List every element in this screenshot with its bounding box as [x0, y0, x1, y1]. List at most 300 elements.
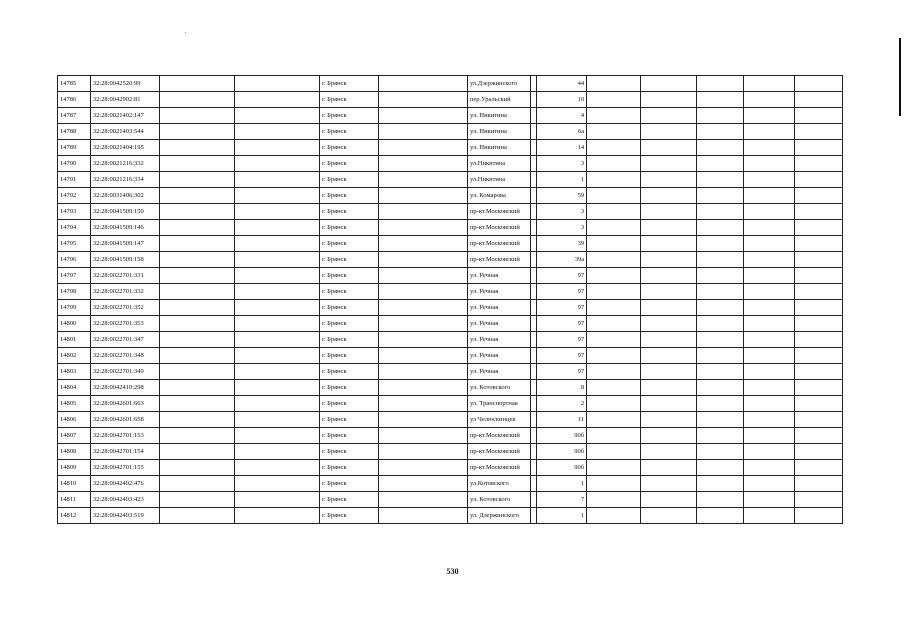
table-row [58, 188, 843, 204]
cell-house-number: 97 [536, 300, 586, 316]
cell-empty [378, 236, 467, 252]
cell-street: ул. Никитина [467, 124, 530, 140]
scan-edge-mark [899, 38, 901, 116]
cell-empty [640, 284, 697, 300]
cell-record-number: 14802 [58, 348, 91, 364]
cell-empty [234, 188, 319, 204]
cell-street: ул. Комарова [467, 188, 530, 204]
cell-empty [640, 332, 697, 348]
table-row [58, 76, 843, 92]
cell-record-number: 14805 [58, 396, 91, 412]
cell-empty [640, 460, 697, 476]
cell-record-number: 14807 [58, 428, 91, 444]
cell-empty [794, 492, 842, 508]
cell-street: ул Челюскинцев [467, 412, 530, 428]
cell-house-number: 97 [536, 316, 586, 332]
cell-empty [744, 172, 794, 188]
cell-empty [234, 220, 319, 236]
cell-record-number: 14786 [58, 92, 91, 108]
cell-empty [794, 460, 842, 476]
cell-city: г. Брянск [319, 252, 378, 268]
cell-empty [794, 76, 842, 92]
cell-empty [794, 444, 842, 460]
cell-cadastral-number: 32:28:0042701:155 [90, 460, 159, 476]
cell-empty [234, 316, 319, 332]
cell-empty [697, 252, 744, 268]
cell-empty [794, 316, 842, 332]
cell-house-number: 39а [536, 252, 586, 268]
cell-empty [640, 220, 697, 236]
cell-empty [378, 220, 467, 236]
cell-city: г. Брянск [319, 316, 378, 332]
cell-empty [234, 508, 319, 524]
cell-empty [234, 444, 319, 460]
cell-empty [744, 108, 794, 124]
table-row [58, 92, 843, 108]
cell-city: г. Брянск [319, 156, 378, 172]
cell-empty [378, 396, 467, 412]
cell-cadastral-number: 32:28:0042601:658 [90, 412, 159, 428]
cell-empty [794, 284, 842, 300]
cell-empty [159, 396, 234, 412]
cell-empty [159, 204, 234, 220]
cell-empty [640, 108, 697, 124]
cell-empty [378, 124, 467, 140]
cell-empty [234, 460, 319, 476]
cell-empty [159, 316, 234, 332]
cell-empty [697, 412, 744, 428]
cell-cadastral-number: 32:28:0042520:99 [90, 76, 159, 92]
cell-empty [697, 428, 744, 444]
cell-record-number: 14800 [58, 316, 91, 332]
cell-empty [744, 220, 794, 236]
cell-empty [378, 412, 467, 428]
cell-record-number: 14808 [58, 444, 91, 460]
cell-empty [794, 108, 842, 124]
table-row [58, 316, 843, 332]
cell-empty [640, 236, 697, 252]
cell-empty [697, 204, 744, 220]
cell-empty [234, 348, 319, 364]
cell-city: г. Брянск [319, 348, 378, 364]
table-row [58, 444, 843, 460]
cell-house-number: 3 [536, 204, 586, 220]
cell-empty [794, 268, 842, 284]
cell-empty [744, 124, 794, 140]
table-row [58, 492, 843, 508]
table-row [58, 156, 843, 172]
cell-house-number: 97 [536, 284, 586, 300]
cell-empty [159, 300, 234, 316]
cell-city: г. Брянск [319, 476, 378, 492]
cell-empty [697, 396, 744, 412]
cell-empty [587, 332, 640, 348]
cell-street: пер.Уральский [467, 92, 530, 108]
cell-street: ул. Транспортная [467, 396, 530, 412]
cell-empty [640, 300, 697, 316]
cell-cadastral-number: 32:28:0042701:153 [90, 428, 159, 444]
table-row [58, 380, 843, 396]
cell-cadastral-number: 32:28:0022701:348 [90, 348, 159, 364]
cell-cadastral-number: 32:28:0022701:347 [90, 332, 159, 348]
cell-empty [697, 124, 744, 140]
cell-empty [744, 76, 794, 92]
cell-empty [378, 76, 467, 92]
cell-empty [587, 396, 640, 412]
cell-street: ул. Речная [467, 348, 530, 364]
cell-empty [234, 492, 319, 508]
cell-empty [697, 236, 744, 252]
cell-empty [640, 444, 697, 460]
cell-empty [378, 348, 467, 364]
cell-empty [159, 268, 234, 284]
table-row [58, 460, 843, 476]
cell-empty [697, 156, 744, 172]
cell-empty [744, 380, 794, 396]
cell-cadastral-number: 32:28:0031406:302 [90, 188, 159, 204]
cell-empty [378, 140, 467, 156]
cell-empty [159, 364, 234, 380]
cell-cadastral-number: 32:28:0021402:147 [90, 108, 159, 124]
cell-empty [234, 428, 319, 444]
cell-empty [378, 204, 467, 220]
cell-cadastral-number: 32:28:0021216:332 [90, 156, 159, 172]
cell-empty [378, 188, 467, 204]
cell-house-number: 97 [536, 348, 586, 364]
cell-empty [159, 124, 234, 140]
cell-empty [794, 124, 842, 140]
cell-empty [697, 268, 744, 284]
cell-empty [744, 140, 794, 156]
cell-empty [794, 92, 842, 108]
cell-empty [794, 380, 842, 396]
cell-empty [794, 252, 842, 268]
cell-city: г. Брянск [319, 124, 378, 140]
table-row [58, 428, 843, 444]
cell-empty [378, 460, 467, 476]
cell-house-number: 90б [536, 428, 586, 444]
cell-street: ул.Котовского [467, 476, 530, 492]
cell-record-number: 14797 [58, 268, 91, 284]
cell-cadastral-number: 32:28:0021403:544 [90, 124, 159, 140]
cell-empty [159, 252, 234, 268]
cell-empty [234, 156, 319, 172]
cell-empty [378, 380, 467, 396]
cell-house-number: 8 [536, 380, 586, 396]
cell-empty [234, 108, 319, 124]
table-row [58, 204, 843, 220]
cell-empty [378, 284, 467, 300]
cell-empty [234, 124, 319, 140]
cell-empty [587, 300, 640, 316]
cell-empty [794, 236, 842, 252]
cell-empty [234, 300, 319, 316]
cell-empty [794, 188, 842, 204]
table-row [58, 268, 843, 284]
cell-street: ул. Котовского [467, 492, 530, 508]
cell-empty [794, 476, 842, 492]
cell-record-number: 14795 [58, 236, 91, 252]
cell-empty [159, 348, 234, 364]
cell-empty [744, 268, 794, 284]
cell-empty [697, 444, 744, 460]
cell-empty [587, 124, 640, 140]
cell-empty [640, 188, 697, 204]
cell-house-number: 97 [536, 332, 586, 348]
cell-empty [587, 156, 640, 172]
cell-city: г. Брянск [319, 380, 378, 396]
cell-empty [587, 476, 640, 492]
cell-record-number: 14801 [58, 332, 91, 348]
table-row [58, 476, 843, 492]
cell-cadastral-number: 32:28:0021216:334 [90, 172, 159, 188]
cell-city: г. Брянск [319, 204, 378, 220]
cell-empty [159, 236, 234, 252]
cell-empty [587, 236, 640, 252]
cell-house-number: 10 [536, 92, 586, 108]
cell-cadastral-number: 32:28:0042403:423 [90, 492, 159, 508]
cell-city: г. Брянск [319, 396, 378, 412]
table-row [58, 396, 843, 412]
cell-street: ул. Речная [467, 268, 530, 284]
cell-empty [587, 108, 640, 124]
cell-empty [587, 188, 640, 204]
cell-street: пр-кт.Московский [467, 252, 530, 268]
cell-empty [378, 364, 467, 380]
cell-empty [697, 364, 744, 380]
cell-empty [640, 364, 697, 380]
cell-empty [378, 316, 467, 332]
cell-empty [744, 316, 794, 332]
cell-empty [587, 412, 640, 428]
cell-empty [378, 332, 467, 348]
cell-empty [234, 268, 319, 284]
cell-empty [159, 140, 234, 156]
cell-empty [234, 380, 319, 396]
cell-empty [697, 492, 744, 508]
cell-empty [159, 332, 234, 348]
cell-street: пр-кт.Московский [467, 428, 530, 444]
cell-city: г. Брянск [319, 188, 378, 204]
cell-empty [744, 508, 794, 524]
cell-record-number: 14796 [58, 252, 91, 268]
cell-empty [234, 396, 319, 412]
cell-empty [697, 92, 744, 108]
cell-street: ул. Речная [467, 316, 530, 332]
cell-record-number: 14792 [58, 188, 91, 204]
cell-empty [587, 380, 640, 396]
cell-empty [159, 284, 234, 300]
page-number: 530 [446, 567, 459, 576]
cell-street: пр-кт.Московский [467, 220, 530, 236]
cell-cadastral-number: 32:28:0041509:158 [90, 252, 159, 268]
cell-empty [234, 252, 319, 268]
cell-empty [587, 92, 640, 108]
cell-house-number: 97 [536, 364, 586, 380]
cell-empty [159, 460, 234, 476]
cell-empty [640, 348, 697, 364]
cell-empty [378, 508, 467, 524]
table-row [58, 364, 843, 380]
cell-empty [640, 252, 697, 268]
cell-empty [159, 220, 234, 236]
cell-empty [794, 156, 842, 172]
cell-house-number: 90б [536, 444, 586, 460]
cell-empty [640, 204, 697, 220]
cell-empty [744, 236, 794, 252]
cell-empty [794, 348, 842, 364]
cell-city: г. Брянск [319, 412, 378, 428]
cell-empty [697, 316, 744, 332]
cell-empty [234, 476, 319, 492]
cell-cadastral-number: 32:28:0021404:195 [90, 140, 159, 156]
cell-record-number: 14787 [58, 108, 91, 124]
cell-empty [587, 140, 640, 156]
cell-empty [587, 284, 640, 300]
cell-house-number: 6а [536, 124, 586, 140]
cell-empty [587, 508, 640, 524]
cell-empty [587, 428, 640, 444]
cell-cadastral-number: 32:28:0022701:353 [90, 316, 159, 332]
table-row [58, 140, 843, 156]
cell-empty [159, 76, 234, 92]
cell-city: г. Брянск [319, 460, 378, 476]
cell-record-number: 14790 [58, 156, 91, 172]
cell-empty [378, 108, 467, 124]
cell-empty [640, 412, 697, 428]
cell-cadastral-number: 32:28:0042601:663 [90, 396, 159, 412]
cell-street: ул. Речная [467, 284, 530, 300]
cell-cadastral-number: 32:28:0022701:349 [90, 364, 159, 380]
cell-empty [697, 332, 744, 348]
cell-empty [378, 444, 467, 460]
cell-empty [794, 300, 842, 316]
cell-empty [159, 444, 234, 460]
cell-cadastral-number: 32:28:0042402:476 [90, 476, 159, 492]
cell-house-number: 44 [536, 76, 586, 92]
cell-empty [234, 172, 319, 188]
cell-empty [697, 300, 744, 316]
cell-empty [744, 460, 794, 476]
cell-empty [794, 220, 842, 236]
table-row [58, 108, 843, 124]
cell-empty [234, 236, 319, 252]
cell-empty [234, 76, 319, 92]
cell-empty [697, 140, 744, 156]
cell-cadastral-number: 32:28:0041509:146 [90, 220, 159, 236]
table-row [58, 172, 843, 188]
cell-empty [159, 428, 234, 444]
cell-city: г. Брянск [319, 220, 378, 236]
cell-empty [794, 428, 842, 444]
cell-street: ул. Никитина [467, 140, 530, 156]
cell-empty [587, 252, 640, 268]
cell-empty [378, 268, 467, 284]
cell-empty [640, 124, 697, 140]
cell-record-number: 14793 [58, 204, 91, 220]
cell-house-number: 1 [536, 172, 586, 188]
cell-empty [378, 92, 467, 108]
cell-empty [640, 492, 697, 508]
table-row [58, 220, 843, 236]
cell-empty [234, 92, 319, 108]
cell-empty [159, 108, 234, 124]
table-row [58, 124, 843, 140]
cell-empty [159, 412, 234, 428]
cell-empty [640, 508, 697, 524]
cell-empty [159, 156, 234, 172]
cell-empty [378, 492, 467, 508]
cell-empty [587, 316, 640, 332]
cell-empty [794, 172, 842, 188]
cell-empty [744, 284, 794, 300]
cell-empty [640, 428, 697, 444]
cell-house-number: 59 [536, 188, 586, 204]
cell-empty [640, 316, 697, 332]
cell-empty [234, 412, 319, 428]
table-row [58, 284, 843, 300]
cell-empty [378, 428, 467, 444]
cell-record-number: 14789 [58, 140, 91, 156]
cell-empty [744, 92, 794, 108]
cell-empty [697, 284, 744, 300]
cell-empty [744, 412, 794, 428]
cell-empty [234, 140, 319, 156]
cell-empty [640, 76, 697, 92]
cell-empty [587, 220, 640, 236]
scan-speck [185, 32, 186, 33]
cell-house-number: 2 [536, 396, 586, 412]
registry-table-body [58, 76, 843, 524]
cell-city: г. Брянск [319, 284, 378, 300]
cell-empty [587, 268, 640, 284]
cell-house-number: 14 [536, 140, 586, 156]
cell-empty [378, 252, 467, 268]
cell-city: г. Брянск [319, 364, 378, 380]
cell-empty [697, 76, 744, 92]
cell-city: г. Брянск [319, 76, 378, 92]
cell-empty [587, 492, 640, 508]
cell-empty [744, 476, 794, 492]
table-row [58, 508, 843, 524]
cell-empty [744, 428, 794, 444]
cell-empty [794, 140, 842, 156]
cell-cadastral-number: 32:28:0042701:154 [90, 444, 159, 460]
cell-empty [234, 284, 319, 300]
cell-empty [378, 300, 467, 316]
cell-record-number: 14811 [58, 492, 91, 508]
cell-empty [744, 188, 794, 204]
cell-empty [744, 444, 794, 460]
cell-empty [744, 364, 794, 380]
cell-street: пр-кт.Московский [467, 236, 530, 252]
cell-empty [697, 460, 744, 476]
cell-street: ул.Никитина [467, 172, 530, 188]
cell-record-number: 14809 [58, 460, 91, 476]
cell-empty [640, 172, 697, 188]
cell-street: ул. Речная [467, 332, 530, 348]
cell-empty [640, 140, 697, 156]
cell-record-number: 14799 [58, 300, 91, 316]
cell-empty [640, 476, 697, 492]
cell-empty [587, 76, 640, 92]
cell-house-number: 7 [536, 492, 586, 508]
cell-city: г. Брянск [319, 236, 378, 252]
cell-street: ул.Дзержинского [467, 76, 530, 92]
cell-record-number: 14785 [58, 76, 91, 92]
cell-house-number: 39 [536, 236, 586, 252]
cell-empty [744, 204, 794, 220]
